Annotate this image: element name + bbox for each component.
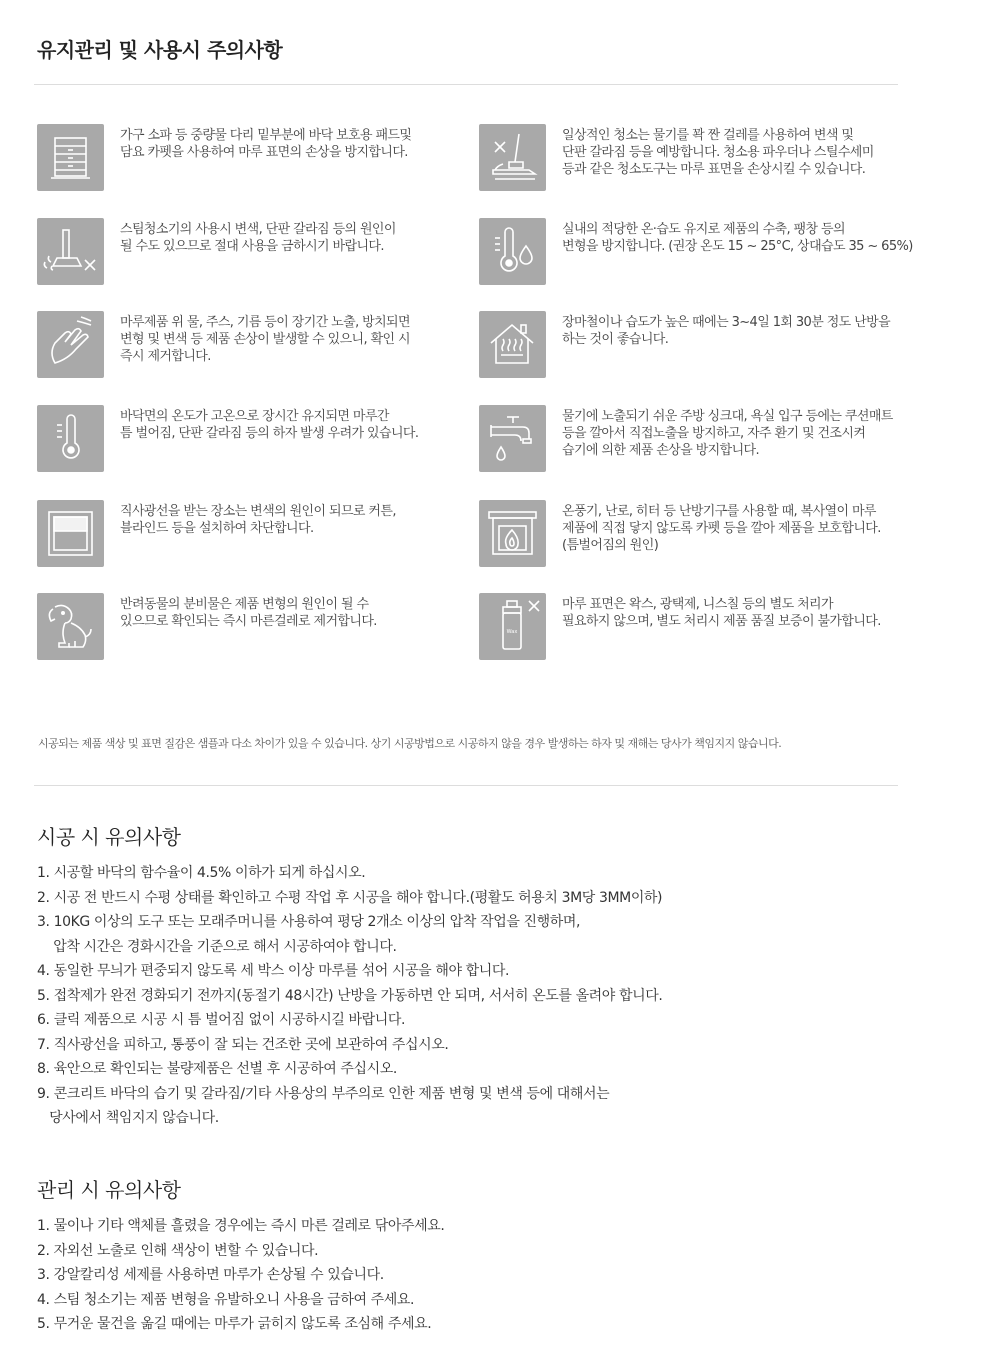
caution-item — [479, 405, 919, 472]
faucet-icon — [479, 405, 546, 472]
caution-item — [479, 593, 919, 660]
list-item: 4. 동일한 무늬가 편중되지 않도록 세 박스 이상 마루를 섞어 시공을 해야 합니다. — [37, 963, 510, 979]
window-blind-icon — [37, 500, 104, 567]
caution-item — [37, 405, 477, 472]
care-list — [37, 1214, 444, 1337]
cabinet-icon — [37, 124, 104, 191]
list-item: 5. 무거운 물건을 옮길 때에는 마루가 긁히지 않도록 조심해 주세요. — [37, 1316, 432, 1332]
hand-wipe-icon — [37, 311, 104, 378]
list-item: 압착 시간은 경화시간을 기준으로 해서 시공하여야 합니다. — [37, 938, 397, 955]
thermometer-humidity-icon — [479, 218, 546, 285]
list-item: 3. 강알칼리성 세제를 사용하면 마루가 손상될 수 있습니다. — [37, 1267, 384, 1283]
caution-item — [37, 593, 477, 660]
section-title-care: 관리 시 유의사항 — [37, 1178, 181, 1202]
caution-text: 스팀청소기의 사용시 변색, 단판 갈라짐 등의 원인이 될 수도 있으므로 절대 사용을 금하시기 바랍니다. — [120, 222, 396, 254]
caution-item — [37, 218, 477, 285]
caution-text: 바닥면의 온도가 고온으로 장시간 유지되면 마루간 틈 벌어짐, 단판 갈라짐 등의 하자 발생 우려가 있습니다. — [120, 409, 419, 441]
wax-bottle-icon — [479, 593, 546, 660]
caution-item — [37, 311, 477, 378]
caution-text: 장마철이나 습도가 높은 때에는 3~4일 1회 30분 정도 난방을 하는 것이 좋습니다. — [562, 315, 891, 347]
caution-text: 마루제품 위 물, 주스, 기름 등이 장기간 노출, 방치되면 변형 및 변색 등 제품 손상이 발생할 수 있으니, 확인 시 즉시 제거합니다. — [120, 315, 410, 364]
caution-text: 온풍기, 난로, 히터 등 난방기구를 사용할 때, 복사열이 마루 제품에 직접 닿지 않도록 카펫 등을 깔아 제품을 보호합니다. (틈벌어짐의 원인) — [562, 504, 881, 553]
fireplace-icon — [479, 500, 546, 567]
caution-text: 가구 소파 등 중량물 다리 밑부분에 바닥 보호용 패드및 담요 카펫을 사용하여 마루 표면의 손상을 방지합니다. — [120, 128, 412, 160]
divider — [34, 785, 898, 786]
section-title-maintenance: 유지관리 및 사용시 주의사항 — [37, 38, 283, 62]
list-item: 6. 클릭 제품으로 시공 시 틈 벌어짐 없이 시공하시길 바랍니다. — [37, 1012, 406, 1028]
caution-text: 직사광선을 받는 장소는 변색의 원인이 되므로 커튼, 블라인드 등을 설치하여 차단합니다. — [120, 504, 396, 536]
section-title-installation: 시공 시 유의사항 — [37, 825, 181, 849]
caution-text: 반려동물의 분비물은 제품 변형의 원인이 될 수 있으므로 확인되는 즉시 마른걸레로 제거합니다. — [120, 597, 377, 629]
list-item: 당사에서 책임지지 않습니다. — [37, 1110, 219, 1126]
list-item: 4. 스팀 청소기는 제품 변형을 유발하오니 사용을 금하여 주세요. — [37, 1291, 415, 1308]
list-item: 9. 콘크리트 바닥의 습기 및 갈라짐/기타 사용상의 부주의로 인한 제품 변형 및 변색 등에 대해서는 — [37, 1085, 610, 1102]
thermometer-icon — [37, 405, 104, 472]
list-item: 1. 시공할 바닥의 함수율이 4.5% 이하가 되게 하십시오. — [37, 865, 366, 881]
list-item: 2. 자외선 노출로 인해 색상이 변할 수 있습니다. — [37, 1242, 319, 1259]
mop-icon — [479, 124, 546, 191]
caution-text: 실내의 적당한 온·습도 유지로 제품의 수축, 팽창 등의 변형을 방지합니다. (권장 온도 15 ~ 25°C, 상대습도 35 ~ 65%) — [562, 222, 913, 254]
disclaimer: 시공되는 제품 색상 및 표면 질감은 샘플과 다소 차이가 있을 수 있습니다. 상기 시공방법으로 시공하지 않을 경우 발생하는 하자 및 재해는 당사가 책임지지 않습니다. — [38, 737, 782, 750]
caution-item — [479, 124, 919, 191]
list-item: 8. 육안으로 확인되는 불량제품은 선별 후 시공하여 주십시오. — [37, 1061, 397, 1077]
list-item: 2. 시공 전 반드시 수평 상태를 확인하고 수평 작업 후 시공을 해야 합니다.(평활도 허용치 3M당 3MM이하) — [37, 889, 663, 906]
installation-list — [37, 861, 662, 1131]
caution-item — [479, 500, 919, 567]
house-heating-icon — [479, 311, 546, 378]
caution-text: 마루 표면은 왁스, 광택제, 니스칠 등의 별도 처리가 필요하지 않으며, 별도 처리시 제품 품질 보증이 불가합니다. — [562, 597, 881, 629]
list-item: 7. 직사광선을 피하고, 통풍이 잘 되는 건조한 곳에 보관하여 주십시오. — [37, 1036, 449, 1053]
dog-icon — [37, 593, 104, 660]
caution-item — [37, 124, 477, 191]
caution-item — [37, 500, 477, 567]
caution-item — [479, 218, 919, 285]
caution-text: 일상적인 청소는 물기를 꽉 짠 걸레를 사용하여 변색 및 단판 갈라짐 등을 예방합니다. 청소용 파우더나 스틸수세미 등과 같은 청소도구는 마루 표면을 손상시킬 수 있습니다. — [562, 128, 874, 177]
divider — [34, 84, 898, 85]
list-item: 1. 물이나 기타 액체를 흘렸을 경우에는 즉시 마른 걸레로 닦아주세요. — [37, 1218, 445, 1234]
caution-text: 물기에 노출되기 쉬운 주방 싱크대, 욕실 입구 등에는 쿠션매트 등을 깔아서 직접노출을 방지하고, 자주 환기 및 건조시켜 습기에 의한 제품 손상을 방지합니다. — [562, 409, 893, 458]
list-item: 5. 접착제가 완전 경화되기 전까지(동절기 48시간) 난방을 가동하면 안 되며, 서서히 온도를 올려야 합니다. — [37, 987, 663, 1004]
steam-cleaner-icon — [37, 218, 104, 285]
caution-item — [479, 311, 919, 378]
list-item: 3. 10KG 이상의 도구 또는 모래주머니를 사용하여 평당 2개소 이상의 압착 작업을 진행하며, — [37, 914, 581, 930]
bottle-label: Wax — [506, 629, 518, 635]
